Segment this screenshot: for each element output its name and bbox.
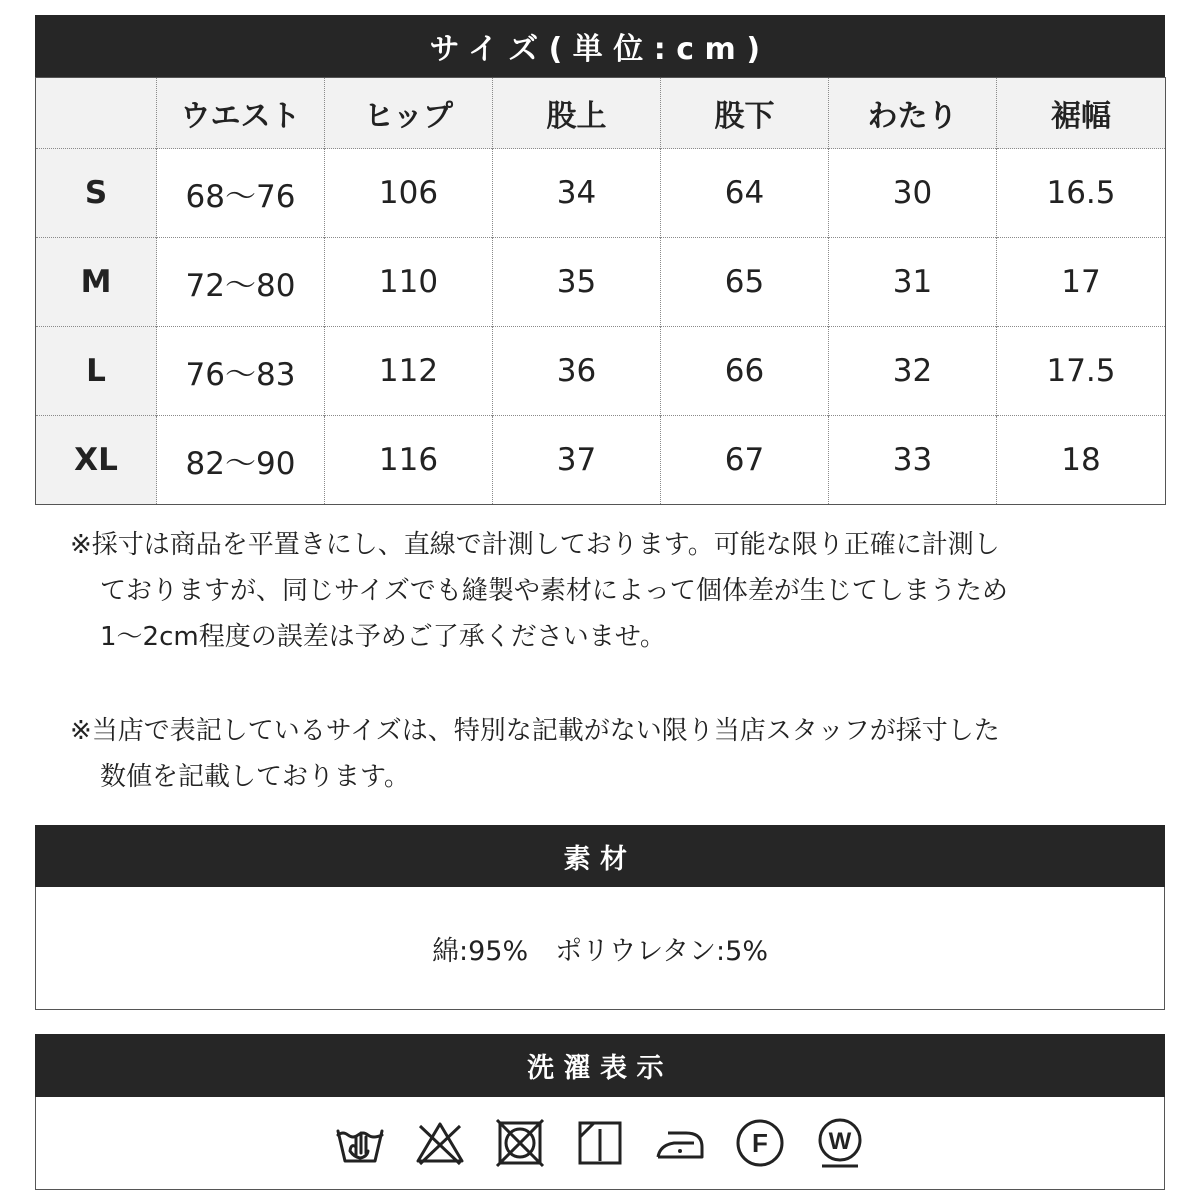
table-cell: 30 (829, 149, 997, 238)
note-line: 1〜2cm程度の誤差は予めご了承くださいませ。 (100, 622, 666, 652)
table-cell: 65 (661, 238, 829, 327)
table-cell: 66 (661, 327, 829, 416)
table-cell: 67 (661, 416, 829, 505)
no-tumble-dry-icon (494, 1117, 546, 1169)
size-label: L (36, 327, 157, 416)
table-cell: 68〜76 (157, 149, 325, 238)
table-row (36, 149, 1166, 238)
size-label: M (36, 238, 157, 327)
size-table-header-row (36, 78, 1166, 149)
table-row (36, 416, 1166, 505)
header-waist: ウエスト (157, 78, 325, 149)
table-cell: 106 (325, 149, 493, 238)
measurement-note (70, 522, 1130, 660)
table-cell: 33 (829, 416, 997, 505)
table-cell: 36 (493, 327, 661, 416)
table-cell: 34 (493, 149, 661, 238)
size-section-title: サイズ(単位:cm) (35, 15, 1165, 77)
table-row (36, 327, 1166, 416)
table-cell: 37 (493, 416, 661, 505)
size-label: XL (36, 416, 157, 505)
care-icons-box (35, 1097, 1165, 1190)
table-cell: 116 (325, 416, 493, 505)
table-cell: 17 (997, 238, 1166, 327)
header-corner-cell (36, 78, 157, 149)
table-cell: 35 (493, 238, 661, 327)
header-hip: ヒップ (325, 78, 493, 149)
table-row (36, 238, 1166, 327)
table-cell: 112 (325, 327, 493, 416)
size-notation-note (70, 708, 1130, 800)
table-cell: 31 (829, 238, 997, 327)
note-line: ておりますが、同じサイズでも縫製や素材によって個体差が生じてしまうため (100, 576, 1008, 606)
table-cell: 18 (997, 416, 1166, 505)
note-line: 数値を記載しております。 (100, 762, 410, 792)
header-inseam: 股下 (661, 78, 829, 149)
hand-wash-icon (334, 1117, 386, 1169)
line-dry-shade-icon (574, 1117, 626, 1169)
header-rise: 股上 (493, 78, 661, 149)
wet-clean-icon (814, 1117, 866, 1169)
header-hem-width: 裾幅 (997, 78, 1166, 149)
table-cell: 76〜83 (157, 327, 325, 416)
dry-clean-f-icon (734, 1117, 786, 1169)
dry-clean-letter: F (752, 1128, 768, 1158)
table-cell: 82〜90 (157, 416, 325, 505)
table-cell: 110 (325, 238, 493, 327)
size-label: S (36, 149, 157, 238)
care-section-title: 洗濯表示 (35, 1034, 1165, 1097)
header-thigh: わたり (829, 78, 997, 149)
note-line: ※当店で表記しているサイズは、特別な記載がない限り当店スタッフが採寸した (70, 716, 1000, 746)
table-cell: 32 (829, 327, 997, 416)
no-bleach-icon (414, 1117, 466, 1169)
material-content-box (35, 887, 1165, 1010)
table-cell: 64 (661, 149, 829, 238)
wet-clean-letter: W (828, 1128, 852, 1155)
size-table (35, 77, 1166, 505)
table-cell: 17.5 (997, 327, 1166, 416)
iron-low-temp-icon (654, 1117, 706, 1169)
table-cell: 72〜80 (157, 238, 325, 327)
table-cell: 16.5 (997, 149, 1166, 238)
material-content: 綿:95% ポリウレタン:5% (432, 935, 768, 967)
material-section-title: 素材 (35, 825, 1165, 887)
note-line: ※採寸は商品を平置きにし、直線で計測しております。可能な限り正確に計測し (70, 530, 1000, 560)
